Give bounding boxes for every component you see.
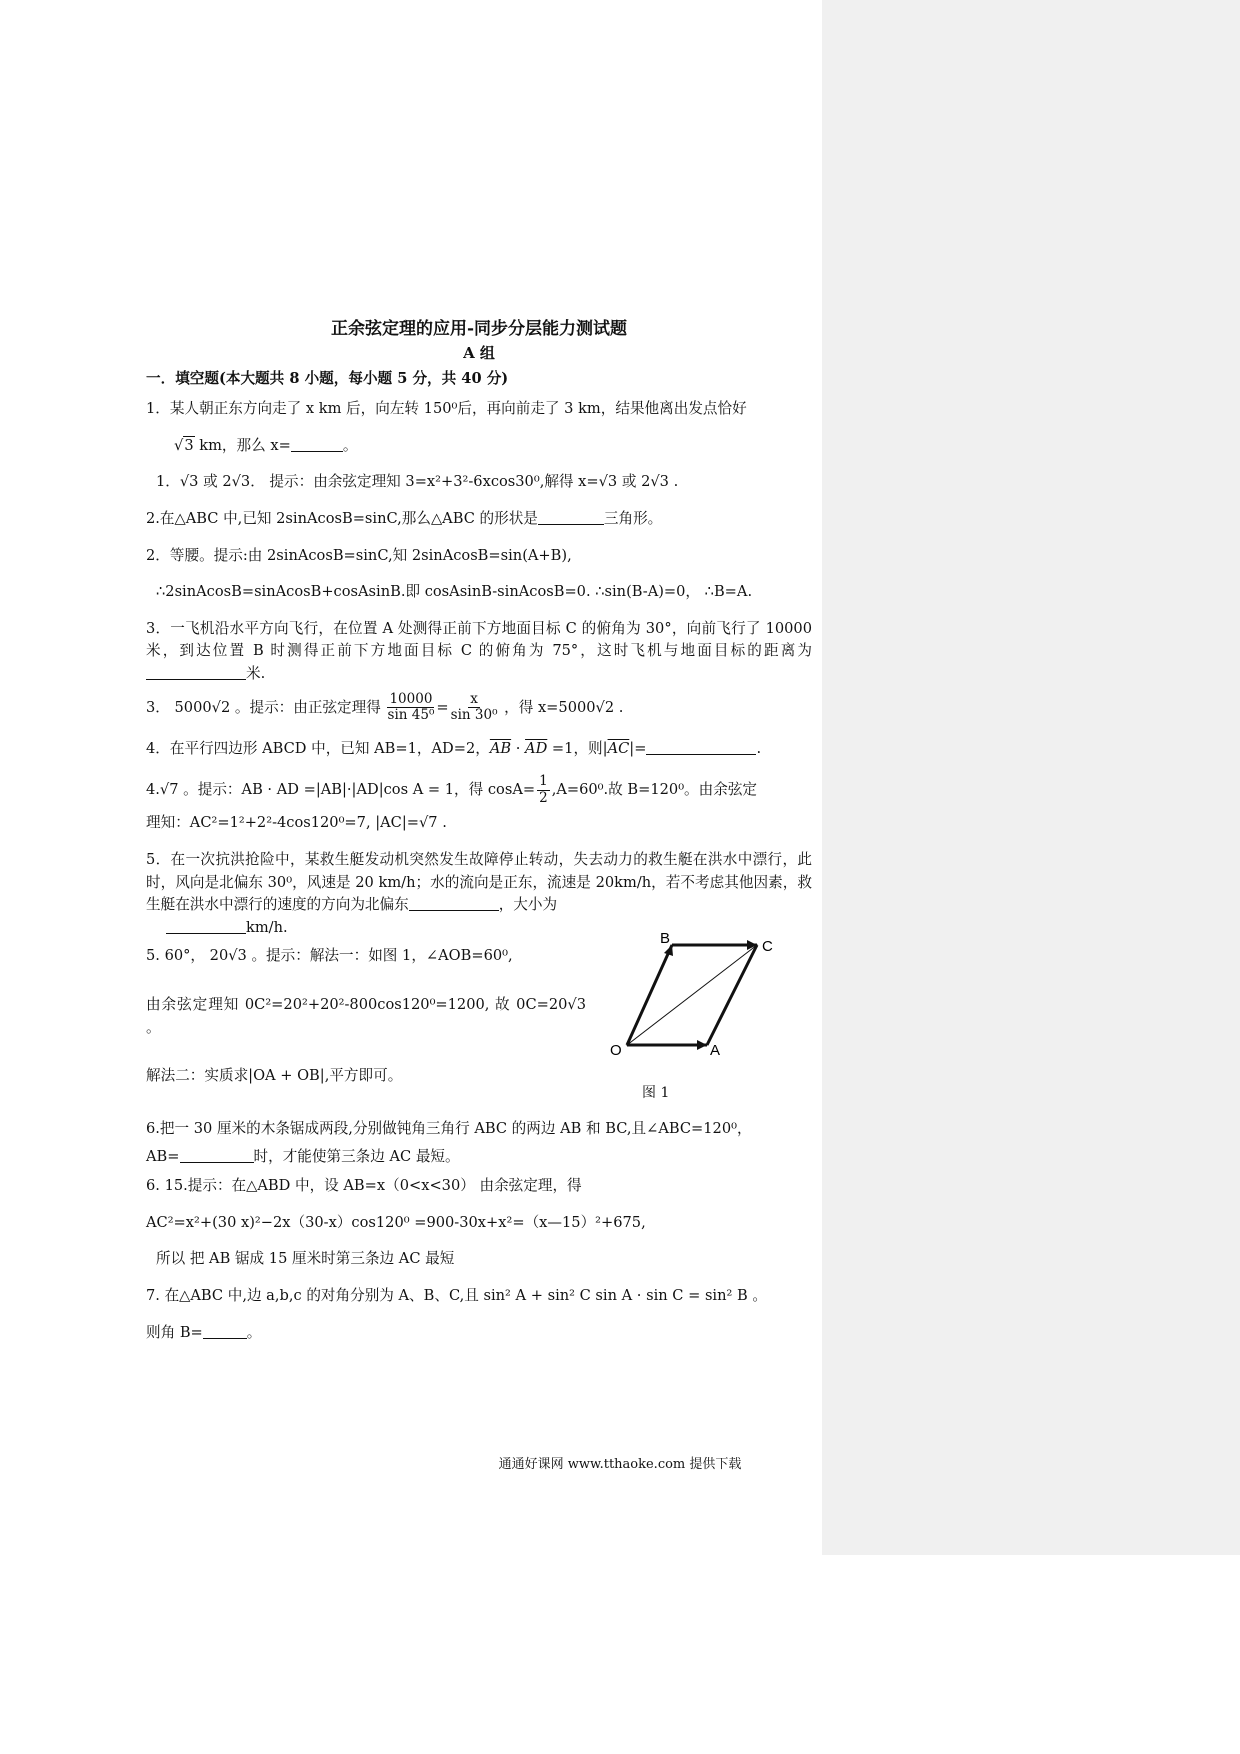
group-label: A 组 bbox=[463, 344, 495, 363]
answer-3: 3． 5000√2 。提示：由正弦定理得 $\frac{10000}{\text{sin 45⁰}}$ = $\frac{x}{\text{sin 30⁰}}$ ，得 x=5000√2 . bbox=[146, 690, 624, 724]
parallelogram-figure bbox=[602, 905, 812, 1090]
point-c-label: C bbox=[762, 938, 773, 956]
page-title: 正余弦定理的应用-同步分层能力测试题 bbox=[330, 319, 628, 339]
figure-caption: 图 1 bbox=[642, 1085, 670, 1102]
question-2: 2.在△ABC 中,已知 2sinAcosB=sinC,那么△ABC 的形状是 三角形。 bbox=[146, 510, 663, 528]
answer-4: 4.√7 。提示：AB · AD =|AB|·|AD|cos A = 1，得 cosA= $\frac{1}{2}$ ,A=60⁰.故 B=120⁰。由余弦定 bbox=[146, 773, 758, 806]
answer-6-line1: 6. 15.提示：在△ABD 中，设 AB=x（0<x<30） 由余弦定理，得 bbox=[146, 1177, 582, 1195]
answer-blank bbox=[538, 509, 604, 525]
question-7-line2: 则角 B= 。 bbox=[146, 1323, 262, 1341]
point-b-label: B bbox=[660, 930, 671, 948]
document-page bbox=[146, 316, 812, 1358]
answer-2-line2: ∴2sinAcosB=sinAcosB+cosAsinB.即 cosAsinB-sinAcosB=0. ∴sin(B-A)=0， ∴B=A. bbox=[156, 583, 753, 601]
page-footer: 通通好课网 www.tthaoke.com 提供下载 bbox=[498, 1457, 742, 1472]
answer-blank bbox=[291, 436, 343, 452]
answer-blank bbox=[203, 1323, 247, 1339]
answer-4-line2: 理知：AC²=1²+2²-4cos120⁰=7, |AC|=√7 . bbox=[146, 814, 447, 832]
answer-6-line3: 所以 把 AB 锯成 15 厘米时第三条边 AC 最短 bbox=[156, 1250, 455, 1268]
question-6-line2: AB= 时，才能使第三条边 AC 最短。 bbox=[146, 1148, 460, 1166]
answer-5-line3: 解法二：实质求|OA + OB|,平方即可。 bbox=[146, 1067, 403, 1085]
point-a-label: A bbox=[710, 1042, 721, 1060]
fraction: $\frac{10000}{\text{sin 45⁰}}$ bbox=[387, 690, 435, 724]
answer-2-line1: 2．等腰。提示:由 2sinAcosB=sinC,知 2sinAcosB=sin(A+B), bbox=[146, 546, 572, 564]
question-1-line2: √3 km，那么 x= 。 bbox=[174, 436, 358, 454]
answer-blank bbox=[409, 896, 499, 912]
sqrt-expression: √3 bbox=[174, 436, 194, 454]
section-heading: 一．填空题(本大题共 8 小题，每小题 5 分，共 40 分) bbox=[146, 369, 509, 387]
question-1: 1．某人朝正东方向走了 x km 后，向左转 150⁰后，再向前走了 3 km，结果他离出发点恰好 bbox=[146, 400, 747, 418]
answer-blank bbox=[646, 739, 756, 755]
question-6: 6.把一 30 厘米的木条锯成两段,分别做钝角三角行 ABC 的两边 AB 和 BC,且∠ABC=120⁰， bbox=[146, 1119, 752, 1137]
question-3: 3．一飞机沿水平方向飞行，在位置 A 处测得正前下方地面目标 C 的俯角为 30°，向前飞行了 10000 米，到达位置 B 时测得正前下方地面目标 C 的俯角为 75°，这时飞机与地面目标的距离为米. bbox=[146, 619, 812, 683]
fraction: $\frac{1}{2}$ bbox=[539, 773, 548, 806]
answer-1: 1．√3 或 2√3． 提示：由余弦定理知 3=x²+3²-6xcos30⁰,解得 x=√3 或 2√3 . bbox=[156, 473, 679, 491]
answer-6-line2: AC²=x²+(30 x)²−2x（30-x）cos120⁰ =900-30x+x²=（x—15）²+675, bbox=[146, 1213, 646, 1231]
answer-5-line1: 5. 60°， 20√3 。提示：解法一：如图 1，∠AOB=60⁰, bbox=[146, 947, 513, 965]
answer-blank bbox=[146, 664, 246, 680]
answer-blank bbox=[180, 1148, 254, 1164]
question-5: 5．在一次抗洪抢险中，某救生艇发动机突然发生故障停止转动，失去动力的救生艇在洪水中漂行，此时，风向是北偏东 30⁰，风速是 20 km/h；水的流向是正东，流速是 20km/h，若不考虑其他因素，救生艇在洪水中漂行的速度的方向为北偏东 ，大小为 km/h. bbox=[146, 850, 812, 936]
question-4: 4．在平行四边形 ABCD 中，已知 AB=1，AD=2，$\overline{AB} \cdot \overline{AD} =1$，则$|\overline{AC}|=$ . bbox=[146, 739, 762, 757]
answer-blank bbox=[166, 918, 246, 934]
answer-5-line2: 由余弦定理知 0C²=20²+20²-800cos120⁰=1200, 故 0C=20√3 。 bbox=[146, 996, 586, 1036]
point-o-label: O bbox=[610, 1042, 622, 1060]
question-5-answer-block bbox=[146, 930, 812, 1102]
fraction: $\frac{x}{\text{sin 30⁰}}$ bbox=[450, 690, 498, 724]
question-7: 7. 在△ABC 中,边 a,b,c 的对角分别为 A、B、C,且 sin² A + sin² C sin A · sin C = sin² B 。 bbox=[146, 1286, 767, 1304]
comment-margin-panel bbox=[822, 0, 1240, 1555]
